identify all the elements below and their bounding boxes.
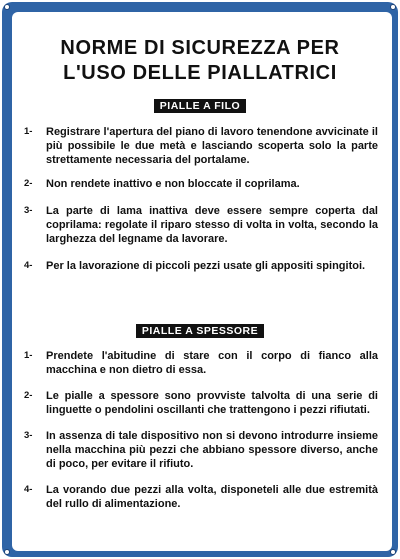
rules-list-pialle-a-spessore [24,349,378,511]
rule-number: 1- [24,350,33,361]
rule-text: La vorando due pezzi alla volta, disponeteli alle due estremità del rullo di alimentazione. [46,484,378,510]
list-item [24,125,378,167]
rule-text: Le pialle a spessore sono provviste talvolta di una serie di linguette o pendolini oscillanti che trattengono i pezzi rifiutati. [46,390,378,416]
list-item [24,177,378,191]
rule-text: Prendete l'abitudine di stare con il corpo di fianco alla macchina e non dietro di essa. [46,350,378,376]
rule-text: Per la lavorazione di piccoli pezzi usate gli appositi spingitoi. [46,260,366,272]
rule-text: In assenza di tale dispositivo non si devono introdurre insieme nella macchina più pezzi che abbiano spessore diverso, anche di poco, per evitare il rifiuto. [46,430,378,470]
title-line-1: NORME DI SICUREZZA PER [60,37,340,59]
sign-title [10,36,390,86]
list-item [24,349,378,377]
rule-text: Non rendete inattivo e non bloccate il coprilama. [46,178,300,190]
rule-number: 1- [24,126,33,137]
section-heading-pialle-a-filo: PIALLE A FILO [0,96,400,114]
rule-number: 4- [24,484,33,495]
title-line-2: L'USO DELLE PIALLATRICI [63,62,337,84]
rule-number: 2- [24,390,33,401]
list-item [24,204,378,246]
rule-text: Registrare l'apertura del piano di lavoro tenendone avvicinate il più possibile le due metà e lasciando scoperta solo la parte strettamente necessaria del portalame. [46,126,378,166]
rule-number: 4- [24,260,33,271]
list-item [24,483,378,511]
mounting-hole-icon [4,549,10,555]
mounting-hole-icon [4,4,10,10]
list-item [24,429,378,471]
section-heading-pialle-a-spessore: PIALLE A SPESSORE [0,321,400,339]
rule-number: 3- [24,430,33,441]
rules-list-pialle-a-filo [24,125,378,273]
list-item [24,259,378,273]
mounting-hole-icon [390,549,396,555]
mounting-hole-icon [390,4,396,10]
rule-number: 3- [24,205,33,216]
list-item [24,389,378,417]
rule-text: La parte di lama inattiva deve essere sempre coperta dal coprilama: regolate il riparo stesso di volta in volta, secondo la larghezza del legname da lavorare. [46,205,378,245]
rule-number: 2- [24,178,33,189]
